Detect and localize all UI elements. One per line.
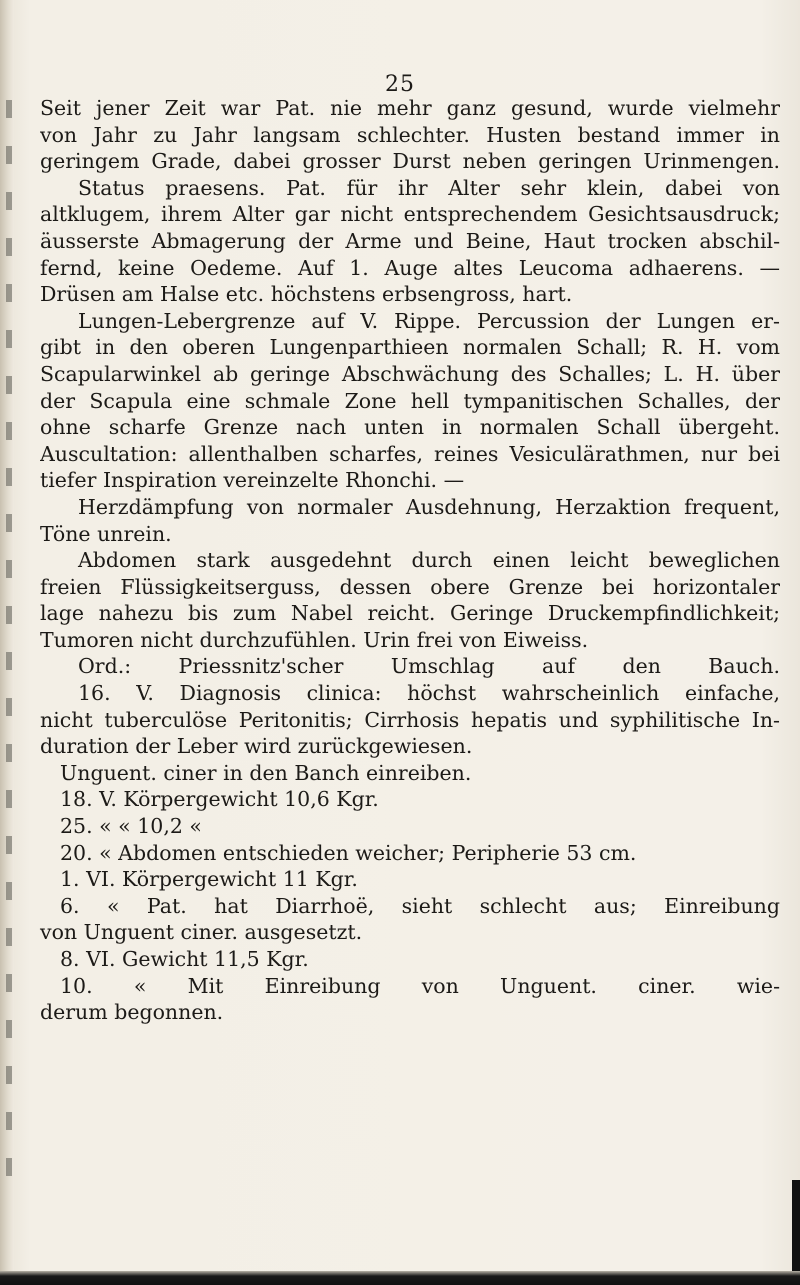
text-line-diagnosis: 16. V. Diagnosis clinica: höchst wahrscheinlich einfache, [78,681,780,706]
binding-marks [6,100,12,1180]
text-line: tiefer Inspiration vereinzelte Rhonchi. — [40,468,465,493]
text-line: Herzdämpfung von normaler Ausdehnung, Herzaktion frequent, [78,494,780,519]
text-line: Seit jener Zeit war Pat. nie mehr ganz gesund, wurde vielmehr [40,96,780,120]
text-line: freien Flüssigkeitserguss, dessen obere Grenze bei horizontaler [40,574,780,599]
text-line: Scapularwinkel ab geringe Abschwächung des Schalles; L. H. über [40,361,780,386]
text-line-unguent: Unguent. ciner in den Banch einreiben. [60,760,472,785]
text-line-entry: 25. « « 10,2 « [60,814,202,839]
text-line-entry: 10. « Mit Einreibung von Unguent. ciner. wie- [60,973,780,998]
text-line: fernd, keine Oedeme. Auf 1. Auge altes Leucoma adhaerens. — [40,255,780,280]
text-line-entry: 8. VI. Gewicht 11,5 Kgr. [60,947,309,971]
text-line-entry: 20. « Abdomen entschieden weicher; Peripherie 53 cm. [60,840,637,865]
text-line: altklugem, ihrem Alter gar nicht entsprechendem Gesichtsausdruck; [40,202,780,227]
text-line: derum begonnen. [40,1000,224,1025]
text-line: Abdomen stark ausgedehnt durch einen leicht beweglichen [78,548,780,573]
text-line: ohne scharfe Grenze nach unten in normalen Schall übergeht. [40,415,780,440]
text-line: Töne unrein. [40,521,172,546]
text-line-ordination: Ord.: Priessnitz'scher Umschlag auf den Bauch. [78,654,780,679]
page-bottom-edge [0,1271,800,1285]
text-line-entry: 6. « Pat. hat Diarrhoë, sieht schlecht aus; Einreibung [60,893,780,918]
text-line: lage nahezu bis zum Nabel reicht. Geringe Druckempfindlichkeit; [40,601,780,626]
text-line-status-praesens: Status praesens. Pat. für ihr Alter sehr klein, dabei von [78,175,780,200]
text-line-entry: 18. V. Körpergewicht 10,6 Kgr. [60,787,379,812]
text-line: Auscultation: allenthalben scharfes, reines Vesiculärathmen, nur bei [40,441,780,466]
text-line: Tumoren nicht durchzufühlen. Urin frei von Eiweiss. [40,627,589,652]
text-line: von Unguent ciner. ausgesetzt. [40,920,363,945]
body-text [40,95,780,1026]
text-line: Lungen-Lebergrenze auf V. Rippe. Percussion der Lungen er- [78,308,780,333]
text-line: Drüsen am Halse etc. höchstens erbsengross, hart. [40,282,573,307]
text-line: der Scapula eine schmale Zone hell tympanitischen Schalles, der [40,388,780,413]
text-line: geringem Grade, dabei grosser Durst neben geringen Urinmengen. [40,149,780,174]
page-number: 25 [385,72,415,97]
text-line: von Jahr zu Jahr langsam schlechter. Husten bestand immer in [40,122,780,147]
page-binding-edge [0,0,14,1285]
page-edge-shadow [792,1180,800,1285]
text-line: äusserste Abmagerung der Arme und Beine, Haut trocken abschil- [40,228,780,253]
text-line: duration der Leber wird zurückgewiesen. [40,734,473,759]
text-line-entry: 1. VI. Körpergewicht 11 Kgr. [60,867,358,892]
text-line: nicht tuberculöse Peritonitis; Cirrhosis hepatis und syphilitische In- [40,707,780,732]
text-line: gibt in den oberen Lungenparthieen normalen Schall; R. H. vom [40,335,780,360]
